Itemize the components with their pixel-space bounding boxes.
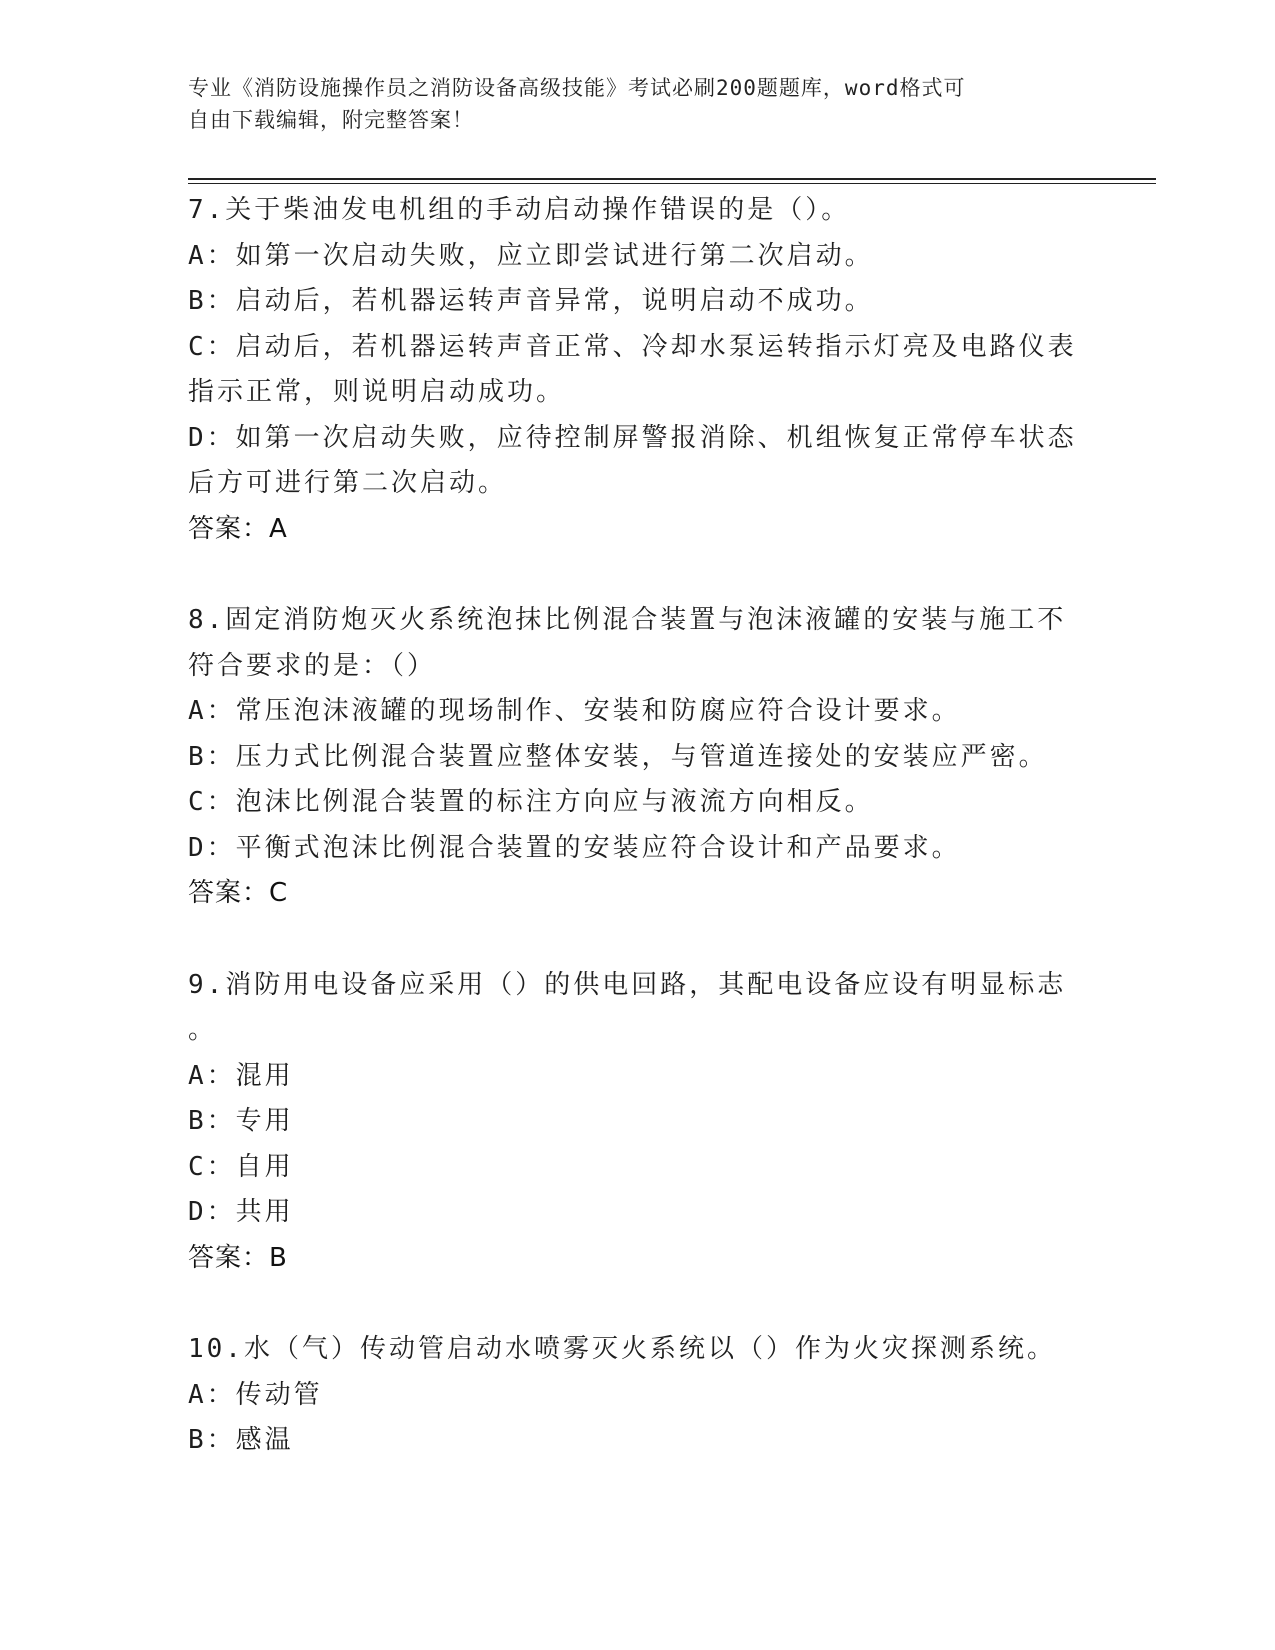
question-7 <box>188 188 1088 552</box>
option-a: A：如第一次启动失败，应立即尝试进行第二次启动。 <box>188 240 874 271</box>
option-d: D：平衡式泡沫比例混合装置的安装应符合设计和产品要求。 <box>188 832 961 863</box>
option-b: B：感温 <box>188 1425 294 1455</box>
option-b: B：专用 <box>188 1106 294 1136</box>
option-c: C：泡沫比例混合装置的标注方向应与液流方向相反。 <box>188 787 874 817</box>
option-a: A：混用 <box>188 1060 294 1091</box>
question-10 <box>188 1327 1088 1464</box>
header-divider-thin <box>188 183 1156 184</box>
question-list <box>188 188 1088 1510</box>
question-stem: 7.关于柴油发电机组的手动启动操作错误的是（）。 <box>188 195 851 225</box>
question-stem: 10.水（气）传动管启动水喷雾灭火系统以（）作为火灾探测系统。 <box>188 1334 1056 1364</box>
header-line-1: 专业《消防设施操作员之消防设备高级技能》考试必刷200题题库，word格式可 <box>188 76 966 100</box>
option-d: D：如第一次启动失败，应待控制屏警报消除、机组恢复正常停车状态 <box>188 422 1077 453</box>
document-header <box>188 72 1068 136</box>
question-9 <box>188 963 1088 1282</box>
option-b: B：启动后，若机器运转声音异常，说明启动不成功。 <box>188 286 874 316</box>
answer-label: 答案：A <box>188 513 288 544</box>
option-a: A：传动管 <box>188 1379 323 1410</box>
question-stem: 8.固定消防炮灭火系统泡抹比例混合装置与泡沫液罐的安装与施工不 <box>188 605 1067 635</box>
header-line-2: 自由下载编辑，附完整答案！ <box>188 108 474 132</box>
option-d: D：共用 <box>188 1197 294 1227</box>
question-8 <box>188 598 1088 917</box>
option-c: C：自用 <box>188 1151 294 1182</box>
answer-label: 答案：C <box>188 878 289 908</box>
option-a: A：常压泡沫液罐的现场制作、安装和防腐应符合设计要求。 <box>188 696 961 726</box>
answer-label: 答案：B <box>188 1242 288 1273</box>
option-c-continued: 指示正常，则说明启动成功。 <box>188 377 566 407</box>
option-b: B：压力式比例混合装置应整体安装，与管道连接处的安装应严密。 <box>188 741 1048 772</box>
question-stem: 9.消防用电设备应采用（）的供电回路，其配电设备应设有明显标志 <box>188 969 1067 1000</box>
question-stem-continued: 。 <box>188 1015 218 1045</box>
option-d-continued: 后方可进行第二次启动。 <box>188 468 508 498</box>
option-c: C：启动后，若机器运转声音正常、冷却水泵运转指示灯亮及电路仪表 <box>188 331 1077 362</box>
question-stem-continued: 符合要求的是：（） <box>188 650 437 681</box>
header-divider-thick <box>188 178 1156 180</box>
